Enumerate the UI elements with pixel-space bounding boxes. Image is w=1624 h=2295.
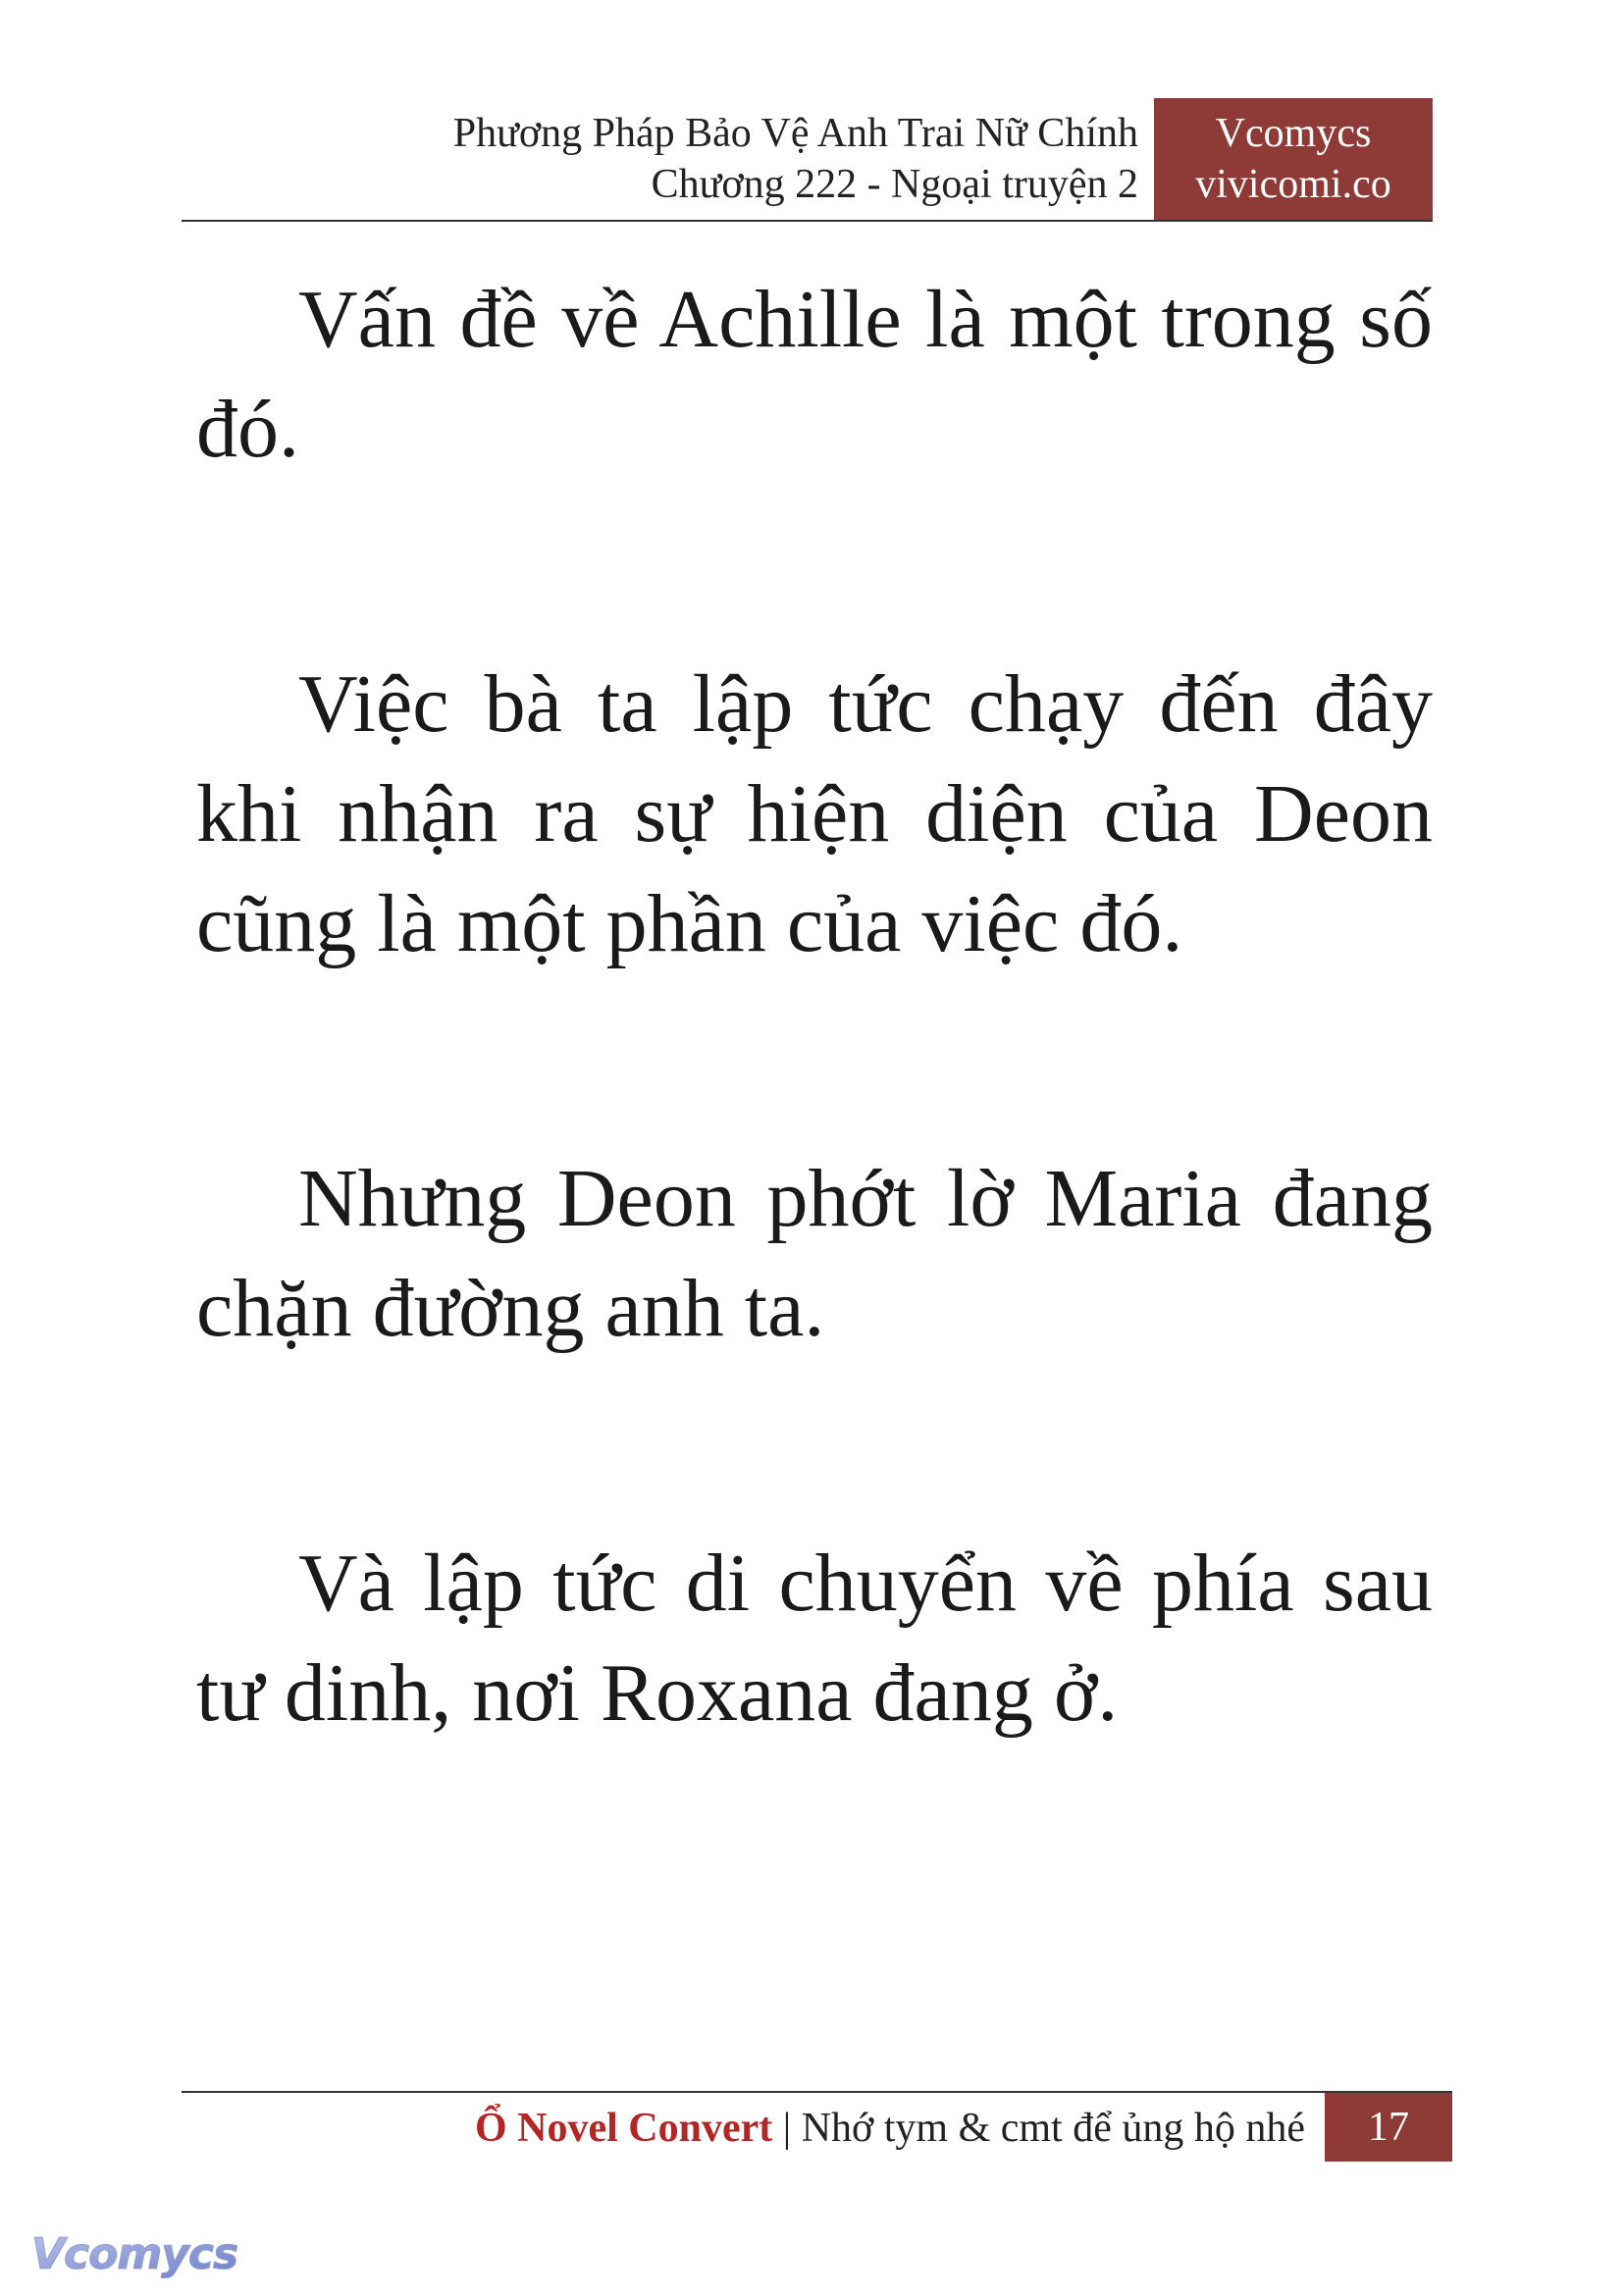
badge-name: Vcomycs [1215, 111, 1372, 156]
footer-separator: | [772, 2106, 802, 2151]
badge-url: vivicomi.co [1195, 162, 1391, 207]
page-header [182, 98, 1433, 222]
page-number: 17 [1325, 2093, 1452, 2162]
site-badge [1154, 98, 1433, 220]
header-titles [453, 108, 1138, 210]
page-footer [182, 2091, 1452, 2162]
footer-brand: Ổ Novel Convert [474, 2106, 773, 2151]
page-content [196, 265, 1433, 1913]
paragraph: Nhưng Deon phớt lờ Maria đang chặn đường anh ta. [196, 1153, 1433, 1354]
paragraph: Và lập tức di chuyển về phía sau tư dinh, nơi Roxana đang ở. [196, 1538, 1433, 1739]
paragraph: Việc bà ta lập tức chạy đến đây khi nhận ra sự hiện diện của Deon cũng là một phần của việc đó. [196, 658, 1433, 969]
paragraph: Vấn đề về Achille là một trong số đó. [196, 274, 1433, 475]
book-title: Phương Pháp Bảo Vệ Anh Trai Nữ Chính [452, 111, 1138, 156]
footer-text [475, 2099, 1305, 2158]
chapter-title: Chương 222 - Ngoại truyện 2 [651, 162, 1138, 207]
footer-note: Nhớ tym & cmt để ủng hộ nhé [801, 2106, 1305, 2151]
vcomycs-logo-icon [27, 2227, 243, 2282]
watermark-text: Vcomycs [31, 2229, 238, 2279]
